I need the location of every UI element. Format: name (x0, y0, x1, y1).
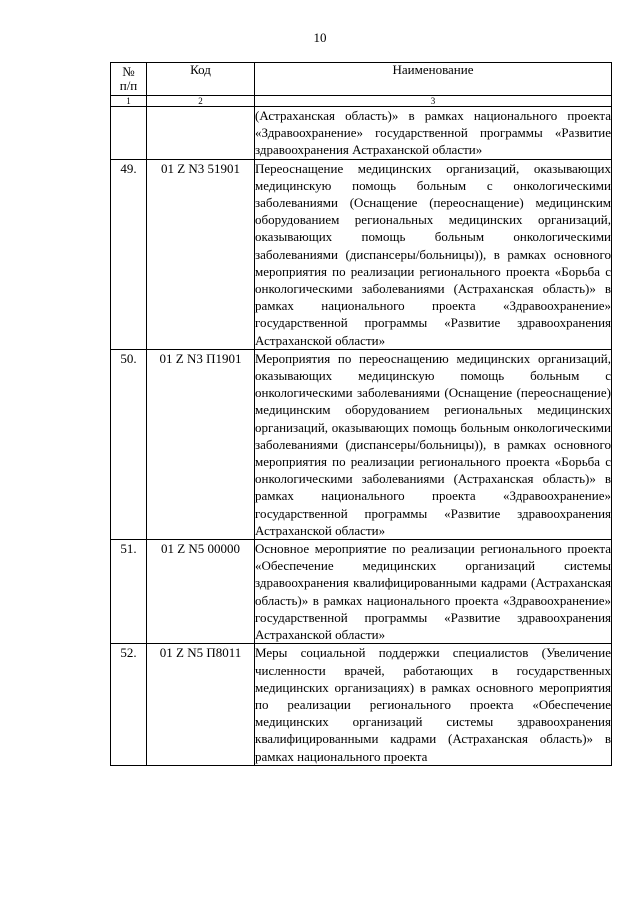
header-number-abbrev: п/п (119, 78, 138, 93)
page-number: 10 (313, 30, 327, 45)
column-number-row (111, 96, 612, 107)
table-header-row (111, 63, 612, 96)
header-name: Наименование (255, 63, 612, 96)
row-code (147, 107, 255, 160)
table-row (111, 644, 612, 765)
row-number: 49. (111, 159, 147, 349)
document-table (110, 62, 612, 766)
table-row (111, 349, 612, 539)
column-number: 1 (111, 96, 147, 107)
table-row (111, 107, 612, 160)
row-name: Меры социальной поддержки специалистов (Увеличение численности врачей, работающих в государственных медицинских организациях) в рамках основного мероприятия по реализации регионального проекта «Обеспечение медицинских организаций системы здравоохранения квалифицированными кадрами (Астраханская область)» в рамках национального проекта (255, 645, 611, 764)
column-number: 3 (255, 96, 612, 107)
column-number: 2 (147, 96, 255, 107)
header-number (111, 63, 147, 96)
row-name: Переоснащение медицинских организаций, оказывающих медицинскую помощь больным с онкологическими заболеваниями (Оснащение (переоснащение) медицинским оборудованием региональных медицинских организаций, оказывающих помощь больным онкологическими заболеваниями (диспансеры/больницы)), в рамках основного мероприятия по реализации регионального проекта «Борьба с онкологическими заболеваниями (Астраханская область)» в рамках национального проекта «Здравоохранение» государственной программы «Развитие здравоохранения Астраханской области» (255, 160, 611, 348)
row-code: 01 Z N5 П8011 (147, 644, 255, 765)
row-number (111, 107, 147, 160)
row-code: 01 Z N5 00000 (147, 540, 255, 644)
row-code: 01 Z N3 51901 (147, 159, 255, 349)
row-name: (Астраханская область)» в рамках национального проекта «Здравоохранение» государственной программы «Развитие здравоохранения Астраханской области» (255, 108, 611, 158)
row-code: 01 Z N3 П1901 (147, 349, 255, 539)
row-number: 51. (111, 540, 147, 644)
row-number: 52. (111, 644, 147, 765)
header-number-symbol: № (122, 64, 135, 79)
table-row (111, 159, 612, 349)
row-name: Мероприятия по переоснащению медицинских организаций, оказывающих медицинскую помощь больным с онкологическими заболеваниями (Оснащение (переоснащение) медицинским оборудованием региональных медицинских организаций, оказывающих помощь больным онкологическими заболеваниями (диспансеры/больницы)), в рамках основного мероприятия по реализации регионального проекта «Борьба с онкологическими заболеваниями (Астраханская область)» в рамках национального проекта «Здравоохранение» государственной программы «Развитие здравоохранения Астраханской области» (255, 350, 611, 538)
header-code: Код (147, 63, 255, 96)
table-row (111, 540, 612, 644)
row-name: Основное мероприятие по реализации регионального проекта «Обеспечение медицинских организаций системы здравоохранения квалифицированными кадрами (Астраханская область)» в рамках национального проекта «Здравоохранение» государственной программы «Развитие здравоохранения Астраханской области» (255, 541, 611, 643)
row-number: 50. (111, 349, 147, 539)
